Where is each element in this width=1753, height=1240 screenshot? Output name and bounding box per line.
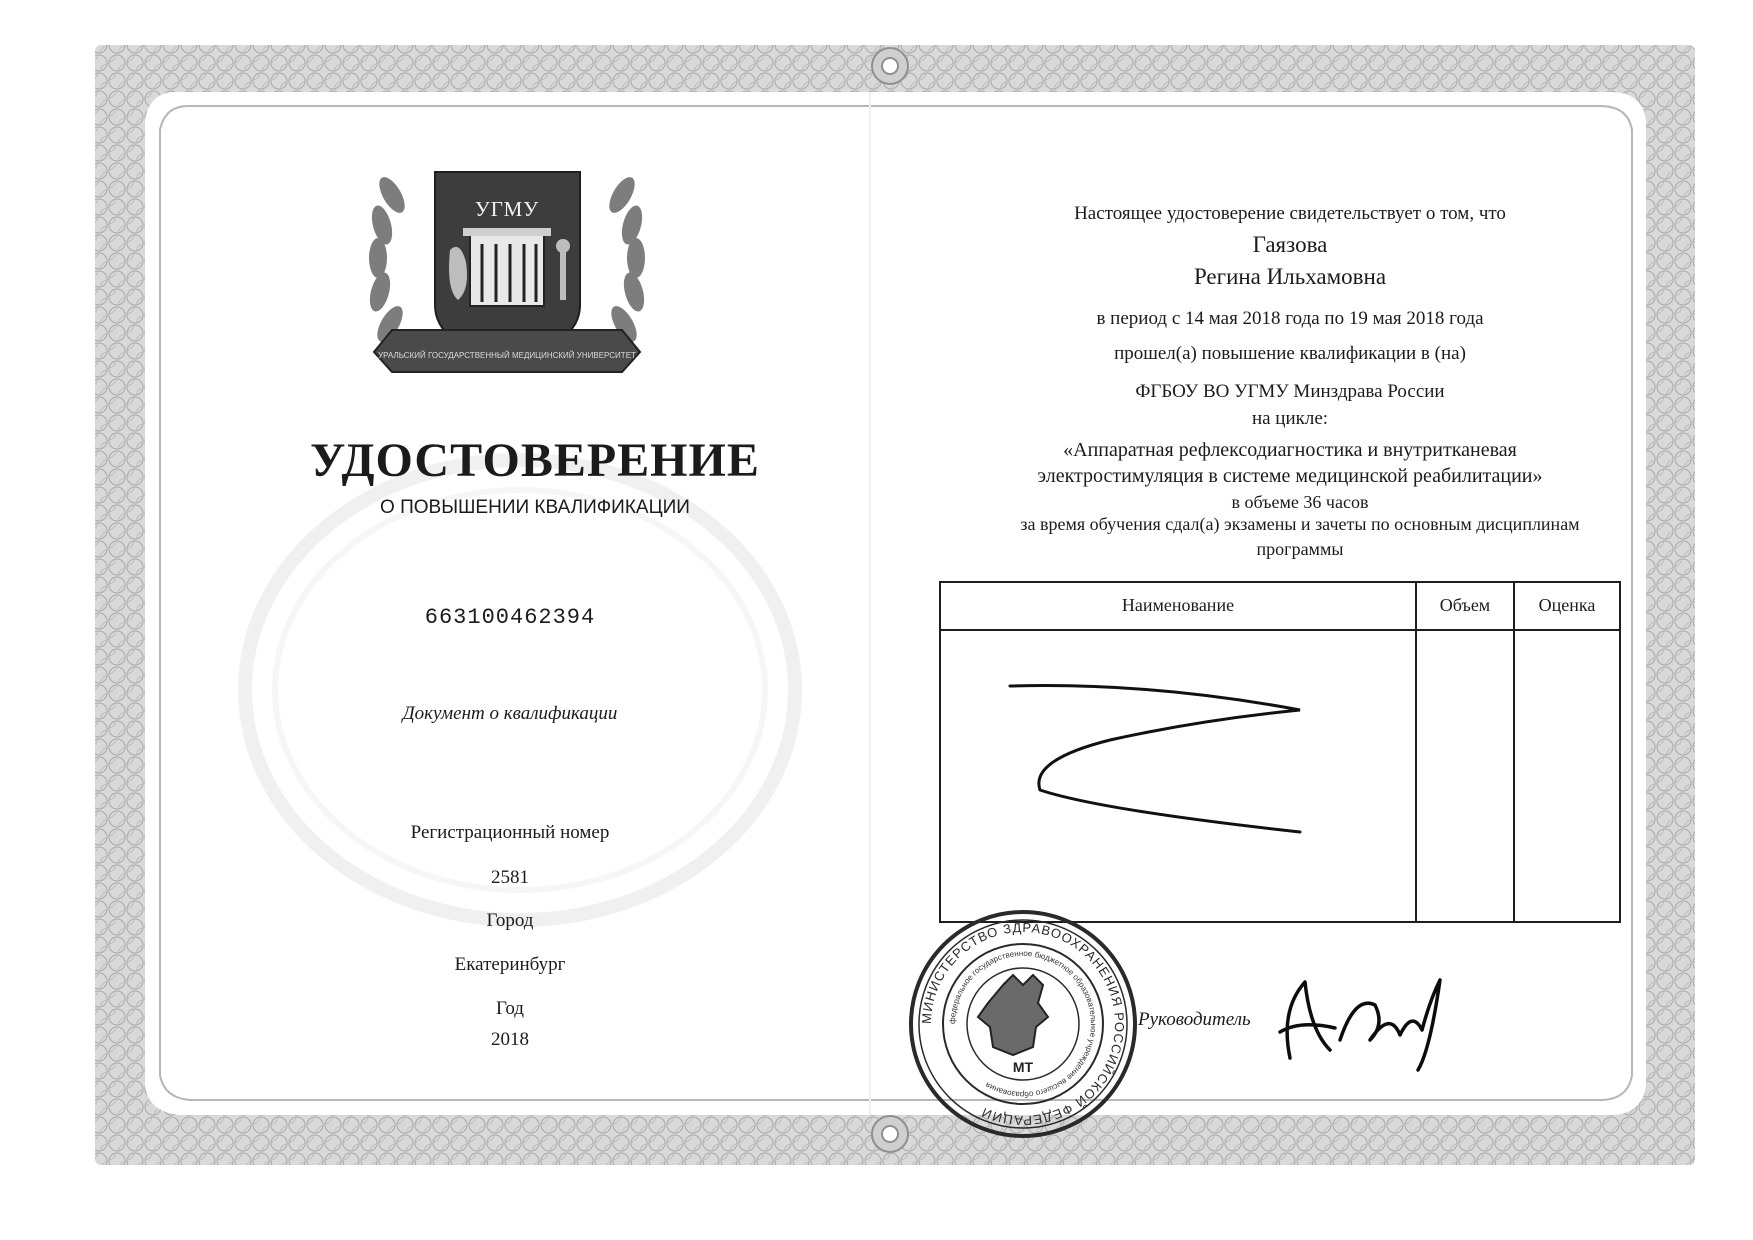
intro-text: Настоящее удостоверение свидетельствует о том, что (1074, 203, 1506, 224)
city-label: Город (486, 910, 534, 931)
table-header-name: Наименование (1121, 595, 1235, 615)
stamp-inner-text (948, 949, 1098, 1099)
exams-line-2: программы (1256, 539, 1344, 559)
logo-abbr: УГМУ (474, 197, 540, 221)
period-text: в период с 14 мая 2018 года по 19 мая 2018 года (1096, 308, 1484, 329)
table-header-grade: Оценка (1538, 595, 1596, 615)
certificate-subtitle: О ПОВЫШЕНИИ КВАЛИФИКАЦИИ (380, 497, 690, 518)
year-label: Год (496, 998, 524, 1019)
table-header-volume: Объем (1439, 595, 1491, 615)
city-value: Екатеринбург (454, 954, 566, 975)
course-title (960, 437, 1620, 489)
passed-text: прошел(а) повышение квалификации в (на) (1114, 343, 1466, 364)
course-line-2: электростимуляция в системе медицинской реабилитации» (1037, 465, 1543, 487)
director-label: Руководитель (1138, 1009, 1251, 1030)
surname: Гаязова (1252, 232, 1328, 257)
serial-number: 663100462394 (424, 605, 596, 630)
given-names: Регина Ильхамовна (1193, 264, 1387, 289)
exams-text (930, 512, 1670, 562)
registration-number: 2581 (491, 867, 529, 888)
exams-line-1: за время обучения сдал(а) экзамены и зачеты по основным дисциплинам (1020, 514, 1580, 534)
certificate-title: УДОСТОВЕРЕНИЕ (310, 434, 760, 487)
stamp-inner-path: федеральное государственное бюджетное образовательное учреждение высшего образования (947, 948, 1099, 1100)
document-label: Документ о квалификации (402, 703, 618, 724)
course-line-1: «Аппаратная рефлексодиагностика и внутритканевая (1063, 439, 1517, 461)
cycle-label: на цикле: (1251, 408, 1329, 429)
logo-ribbon-text: УРАЛЬСКИЙ ГОСУДАРСТВЕННЫЙ МЕДИЦИНСКИЙ УНИВЕРСИТЕТ (378, 351, 636, 360)
stamp-ring-path: МИНИСТЕРСТВО ЗДРАВООХРАНЕНИЯ РОССИЙСКОЙ ФЕДЕРАЦИИ (918, 919, 1128, 1129)
registration-label: Регистрационный номер (410, 822, 610, 843)
organization: ФГБОУ ВО УГМУ Минздрава России (1135, 381, 1445, 402)
stamp-center-text: МТ (1012, 1059, 1034, 1075)
year-value: 2018 (491, 1029, 529, 1050)
volume-text: в объеме 36 часов (1231, 492, 1369, 512)
